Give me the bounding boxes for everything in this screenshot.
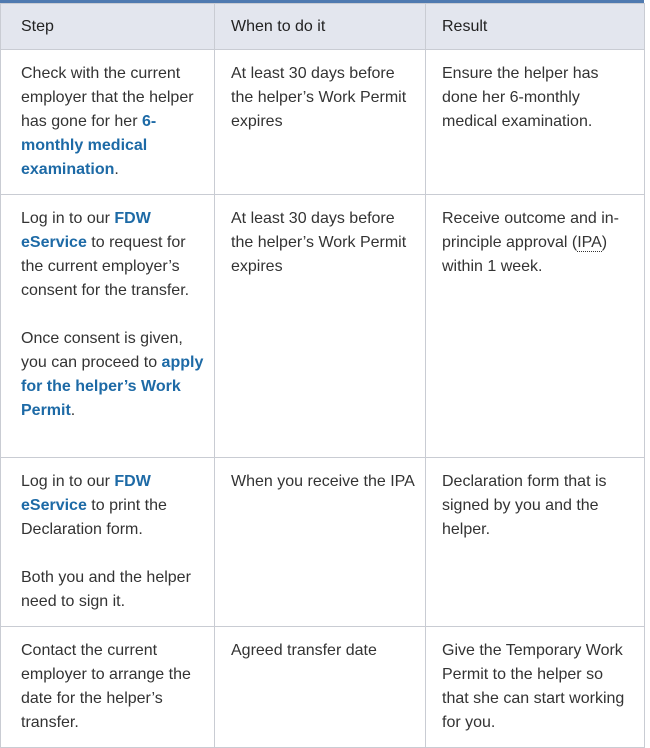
when-cell: When you receive the IPA xyxy=(215,458,426,627)
step-text-end: . xyxy=(114,161,119,178)
step-text-end: to request for the current employer’s consent for the transfer. xyxy=(21,234,190,299)
header-step: Step xyxy=(1,4,215,50)
step-text: Log in to our xyxy=(21,210,115,227)
step-cell: Contact the current employer to arrange the date for the helper’s transfer. xyxy=(1,627,215,748)
step-text-para2: Once consent is given, you can proceed to xyxy=(21,330,183,371)
step-text-end: to print the Declaration form. xyxy=(21,497,167,538)
when-cell: Agreed transfer date xyxy=(215,627,426,748)
step-cell xyxy=(1,50,215,195)
fdw-eservice-link[interactable]: FDW eService xyxy=(21,473,151,514)
step-text: Check with the current employer that the helper has gone for her xyxy=(21,65,194,130)
table-header-row xyxy=(1,4,645,50)
step-text: Log in to our xyxy=(21,473,115,490)
transfer-steps-table xyxy=(0,3,645,748)
medical-examination-link[interactable]: 6-monthly medical examination xyxy=(21,113,157,178)
step-text-para2: Both you and the helper need to sign it. xyxy=(21,569,191,610)
table-row xyxy=(1,627,645,748)
step-cell xyxy=(1,458,215,627)
result-text-end: ) within 1 week. xyxy=(442,234,608,275)
result-cell: Declaration form that is signed by you and the helper. xyxy=(426,458,645,627)
result-cell: Give the Temporary Work Permit to the helper so that she can start working for you. xyxy=(426,627,645,748)
result-text: Receive outcome and in-principle approval ( xyxy=(442,210,619,251)
table-row xyxy=(1,458,645,627)
header-result: Result xyxy=(426,4,645,50)
result-cell: Ensure the helper has done her 6-monthly medical examination. xyxy=(426,50,645,195)
apply-work-permit-link[interactable]: apply for the helper’s Work Permit xyxy=(21,354,204,419)
fdw-eservice-link[interactable]: FDW eService xyxy=(21,210,151,251)
result-cell xyxy=(426,195,645,458)
table-row xyxy=(1,195,645,458)
header-when: When to do it xyxy=(215,4,426,50)
step-text-para2-end: . xyxy=(70,402,76,419)
ipa-abbreviation[interactable]: IPA xyxy=(577,234,602,251)
step-cell xyxy=(1,195,215,458)
when-cell: At least 30 days before the helper’s Work Permit expires xyxy=(215,195,426,458)
table-row xyxy=(1,50,645,195)
when-cell: At least 30 days before the helper’s Work Permit expires xyxy=(215,50,426,195)
